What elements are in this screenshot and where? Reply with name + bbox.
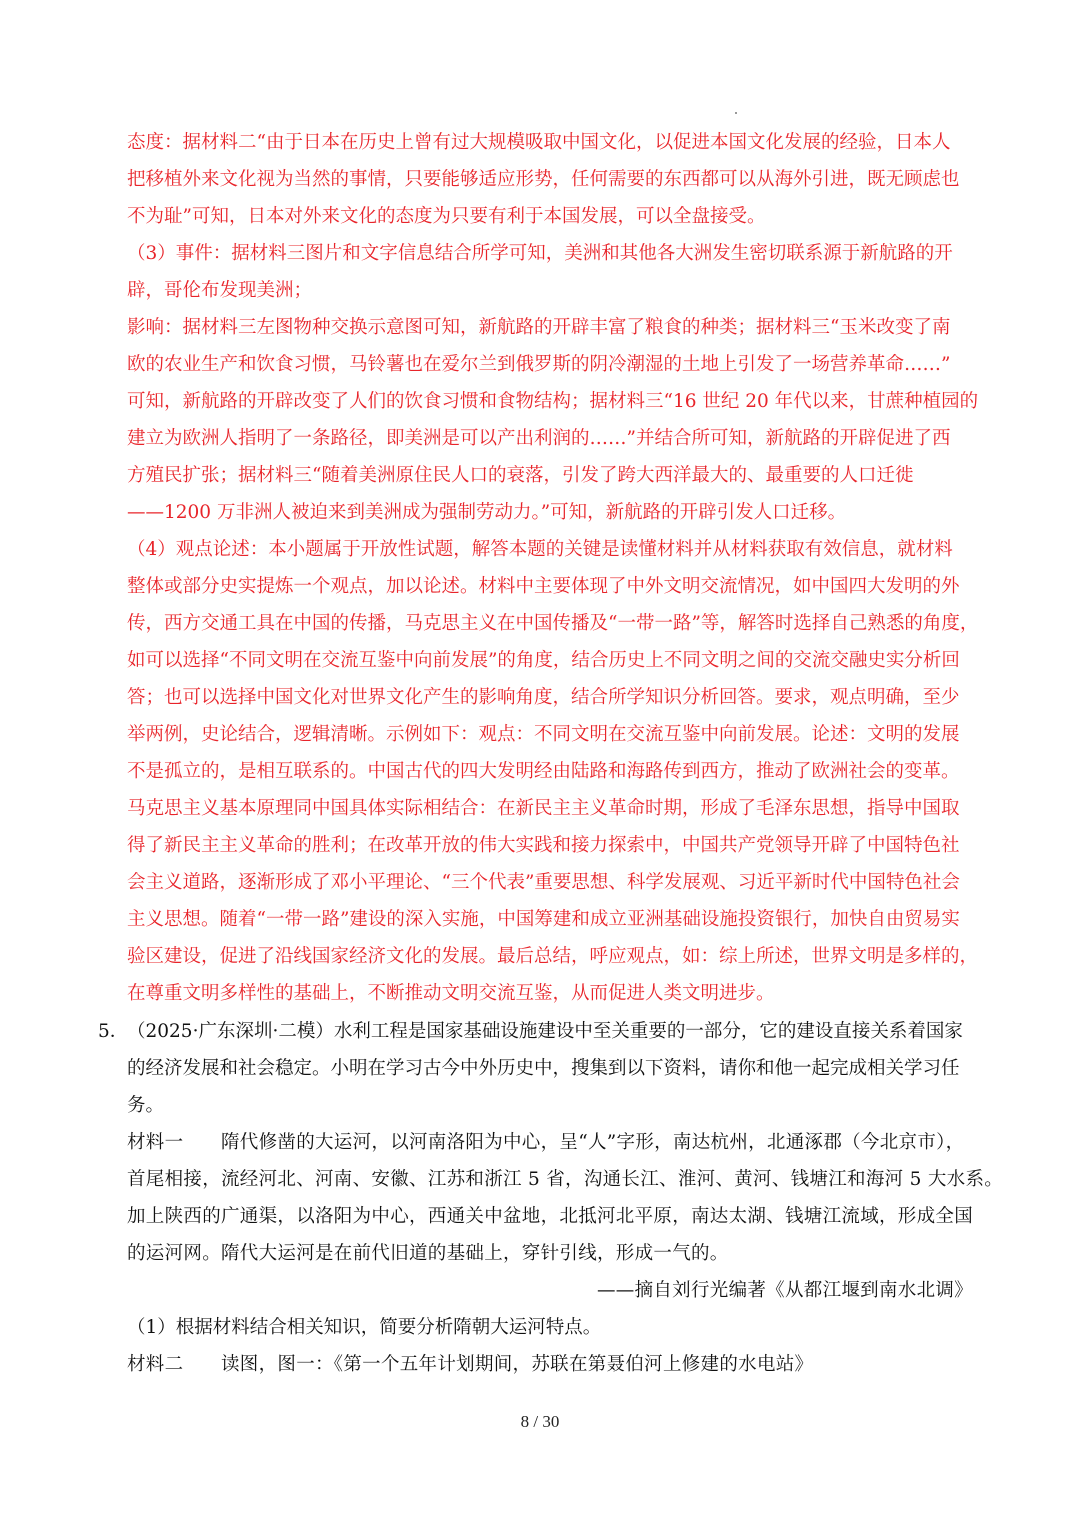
answer-part4-line-6: 举两例，史论结合，逻辑清晰。示例如下：观点：不同文明在交流互鉴中向前发展。论述：文明的发展 (127, 724, 960, 745)
material-1-line-4: 的运河网。隋代大运河是在前代旧道的基础上，穿针引线，形成一气的。 (127, 1243, 729, 1264)
page-number: 8 / 30 (520, 1412, 560, 1431)
answer-part4-line-10: 会主义道路，逐渐形成了邓小平理论、“三个代表”重要思想、科学发展观、习近平新时代中国特色社会 (127, 872, 960, 893)
answer-part4-line-4: 如可以选择“不同文明在交流互鉴中向前发展”的角度，结合历史上不同文明之间的交流交融史实分析回 (127, 650, 960, 671)
material-1-line-1: 材料一 隋代修凿的大运河，以河南洛阳为中心，呈“人”字形，南达杭州，北通涿郡（今北京市）， (127, 1132, 965, 1153)
answer-part4-line-5: 答；也可以选择中国文化对世界文化产生的影响角度，结合所学知识分析回答。要求，观点明确，至少 (127, 687, 960, 708)
material-2-line-1: 材料二 读图，图一：《第一个五年计划期间，苏联在第聂伯河上修建的水电站》 (127, 1354, 814, 1375)
answer-part3-line-1: （3）事件：据材料三图片和文字信息结合所学可知，美洲和其他各大洲发生密切联系源于新航路的开 (127, 243, 953, 264)
question-stem-line-2: 的经济发展和社会稳定。小明在学习古今中外历史中，搜集到以下资料，请你和他一起完成相关学习任 (127, 1058, 960, 1079)
answer-part4-line-11: 主义思想。随着“一带一路”建设的深入实施，中国筹建和成立亚洲基础设施投资银行，加快自由贸易实 (127, 909, 960, 930)
question-stem-line-3: 务。 (127, 1095, 165, 1116)
question-number: 5． (98, 1021, 129, 1042)
answer-part4-line-7: 不是孤立的，是相互联系的。中国古代的四大发明经由陆路和海路传到西方，推动了欧洲社会的变革。 (127, 761, 960, 782)
sub-question-1: （1）根据材料结合相关知识，简要分析隋朝大运河特点。 (127, 1317, 602, 1338)
scan-mark (735, 112, 737, 114)
answer-part4-line-9: 得了新民主主义革命的胜利；在改革开放的伟大实践和接力探索中，中国共产党领导开辟了中国特色社 (127, 835, 960, 856)
material-1-line-3: 加上陕西的广通渠，以洛阳为中心，西通关中盆地，北抵河北平原，南达太湖、钱塘江流域，形成全国 (127, 1206, 974, 1227)
answer-part4-line-3: 传，西方交通工具在中国的传播，马克思主义在中国传播及“一带一路”等，解答时选择自己熟悉的角度， (127, 613, 979, 634)
answer-part4-line-12: 验区建设，促进了沿线国家经济文化的发展。最后总结，呼应观点，如：综上所述，世界文明是多样的， (127, 946, 979, 967)
answer-part3-line-7: 方殖民扩张；据材料三“随着美洲原住民人口的衰落，引发了跨大西洋最大的、最重要的人口迁徙 (127, 465, 914, 486)
answer-part4-line-2: 整体或部分史实提炼一个观点，加以论述。材料中主要体现了中外文明交流情况，如中国四大发明的外 (127, 576, 960, 597)
answer-attitude-line-1: 态度：据材料二“由于日本在历史上曾有过大规模吸取中国文化，以促进本国文化发展的经验，日本人 (127, 132, 951, 153)
answer-attitude-line-3: 不为耻”可知，日本对外来文化的态度为只要有利于本国发展，可以全盘接受。 (127, 206, 766, 227)
material-1-line-2: 首尾相接，流经河北、河南、安徽、江苏和浙江 5 省，沟通长江、淮河、黄河、钱塘江和海河 5 大水系。 (127, 1169, 1004, 1190)
question-stem-line-1: （2025·广东深圳·二模）水利工程是国家基础设施建设中至关重要的一部分，它的建设直接关系着国家 (127, 1021, 963, 1042)
answer-part3-line-8: ——1200 万非洲人被迫来到美洲成为强制劳动力。”可知，新航路的开辟引发人口迁移。 (127, 502, 847, 523)
answer-part3-line-3: 影响：据材料三左图物种交换示意图可知，新航路的开辟丰富了粮食的种类；据材料三“玉米改变了南 (127, 317, 951, 338)
answer-part3-line-2: 辟，哥伦布发现美洲； (127, 280, 313, 301)
answer-part3-line-5: 可知，新航路的开辟改变了人们的饮食习惯和食物结构；据材料三“16 世纪 20 年代以来，甘蔗种植园的 (127, 391, 979, 412)
answer-part4-line-1: （4）观点论述：本小题属于开放性试题，解答本题的关键是读懂材料并从材料获取有效信息，就材料 (127, 539, 953, 560)
answer-part3-line-6: 建立为欧洲人指明了一条路径，即美洲是可以产出利润的……”并结合所可知，新航路的开辟促进了西 (127, 428, 951, 449)
material-1-source: ——摘自刘行光编著《从都江堰到南水北调》 (596, 1280, 973, 1301)
answer-part3-line-4: 欧的农业生产和饮食习惯，马铃薯也在爱尔兰到俄罗斯的阴冷潮湿的土地上引发了一场营养革命……” (127, 354, 951, 375)
answer-part4-line-8: 马克思主义基本原理同中国具体实际相结合：在新民主主义革命时期，形成了毛泽东思想，指导中国取 (127, 798, 960, 819)
answer-attitude-line-2: 把移植外来文化视为当然的事情，只要能够适应形势，任何需要的东西都可以从海外引进，既无顾虑也 (127, 169, 960, 190)
answer-part4-line-13: 在尊重文明多样性的基础上，不断推动文明交流互鉴，从而促进人类文明进步。 (127, 983, 775, 1004)
